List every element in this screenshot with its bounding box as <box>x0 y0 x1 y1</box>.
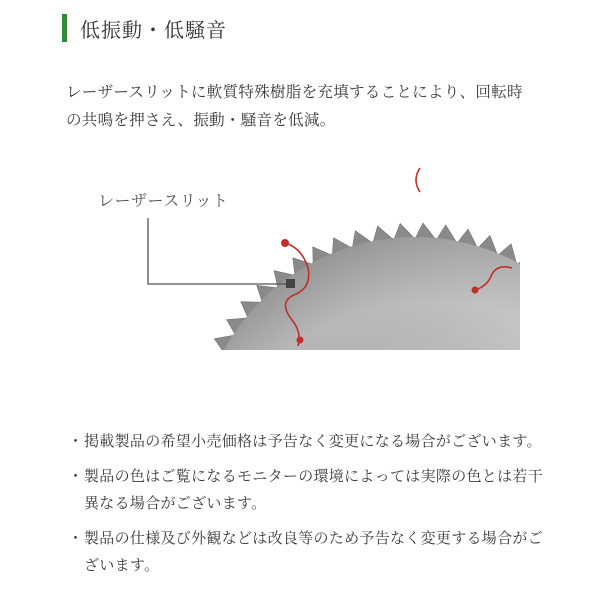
note-bullet: ・ <box>68 467 84 485</box>
section-title: 低振動・低騒音 <box>80 17 227 42</box>
slit-end-right <box>472 287 479 294</box>
note-text: 製品の仕様及び外観などは改良等のため予告なく変更する場合がございます。 <box>84 529 544 574</box>
laser-slit-label: レーザースリット <box>98 191 229 210</box>
slit-end-left <box>281 239 289 247</box>
callout-marker <box>286 279 295 288</box>
saw-blade-figure <box>80 150 520 350</box>
note-item <box>66 428 546 455</box>
note-bullet: ・ <box>68 529 84 547</box>
note-item <box>66 463 546 517</box>
feature-description: レーザースリットに軟質特殊樹脂を充填することにより、回転時の共鳴を押さえ、振動・騒音を低減。 <box>66 83 523 129</box>
section-heading <box>62 12 227 44</box>
callout-line <box>148 218 292 284</box>
note-text: 製品の色はご覧になるモニターの環境によっては実際の色とは若干異なる場合がございます。 <box>84 467 544 512</box>
notes-list <box>66 428 546 587</box>
note-bullet: ・ <box>68 432 84 450</box>
saw-blade-illustration <box>80 150 520 350</box>
heading-accent-bar <box>62 14 67 42</box>
slit-end-bottom <box>297 337 304 344</box>
note-text: 掲載製品の希望小売価格は予告なく変更になる場合がございます。 <box>84 432 542 450</box>
laser-slit-top <box>416 168 420 192</box>
blade-sheen <box>197 237 520 350</box>
note-item <box>66 525 546 579</box>
